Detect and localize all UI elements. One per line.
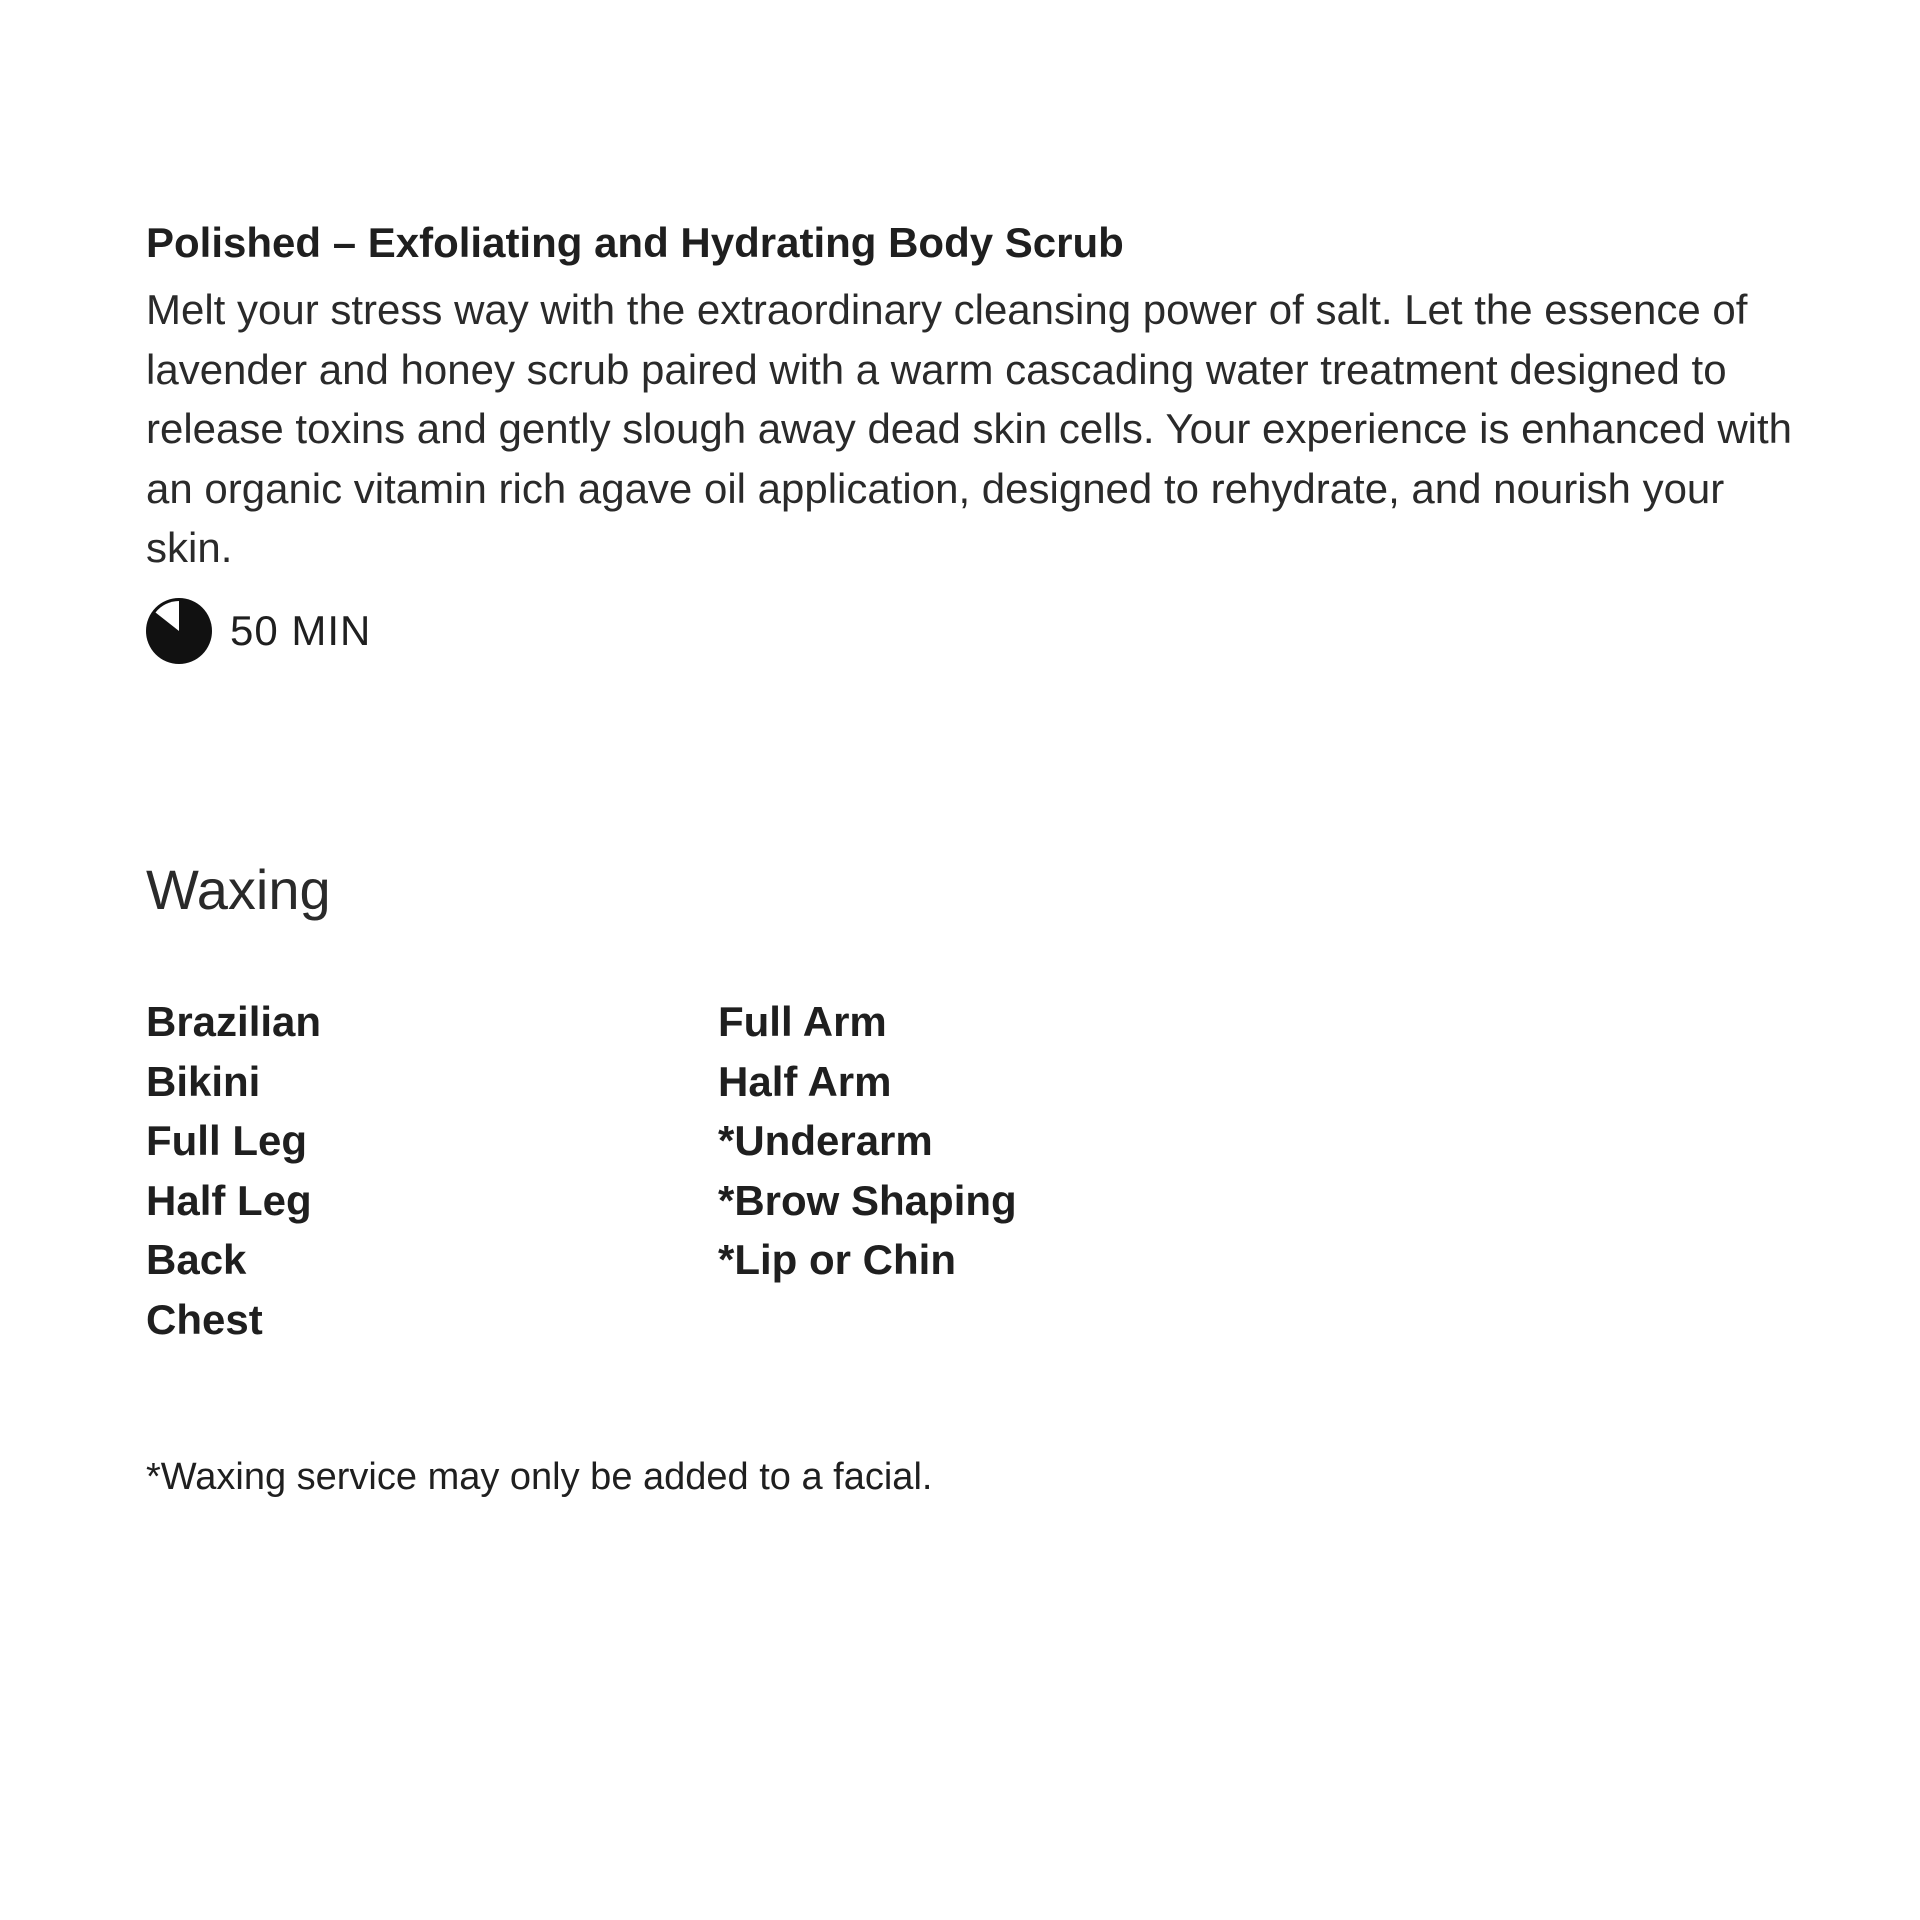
list-item: Back [146,1236,247,1283]
waxing-list-right [718,992,1017,1290]
list-item: Full Arm [718,998,887,1045]
list-item: Half Arm [718,1057,892,1105]
list-item: Chest [146,1295,263,1343]
list-item: Full Leg [146,1117,307,1164]
list-item: Brazilian [146,998,322,1045]
list-item: *Lip or Chin [718,1236,956,1283]
duration-label: 50 MIN [230,607,372,654]
waxing-list-left [146,992,321,1349]
list-item: Half Leg [146,1176,312,1224]
treatment-duration [146,598,371,664]
treatment-title: Polished – Exfoliating and Hydrating Body Scrub [146,219,1124,266]
treatment-description: Melt your stress way with the extraordinary cleansing power of salt. Let the essence of lavender and honey scrub paired with a warm cascading water treatment designed to release toxins and gently slough away dead skin cells. Your experience is enhanced with an organic vitamin rich agave oil application, designed to rehydrate, and nourish your skin. [146,286,1793,571]
clock-pie-icon [146,598,212,664]
waxing-footnote: *Waxing service may only be added to a facial. [146,1456,933,1498]
waxing-section-title: Waxing [146,858,331,921]
list-item: *Brow Shaping [718,1176,1017,1224]
list-item: *Underarm [718,1117,933,1164]
list-item: Bikini [146,1057,261,1105]
